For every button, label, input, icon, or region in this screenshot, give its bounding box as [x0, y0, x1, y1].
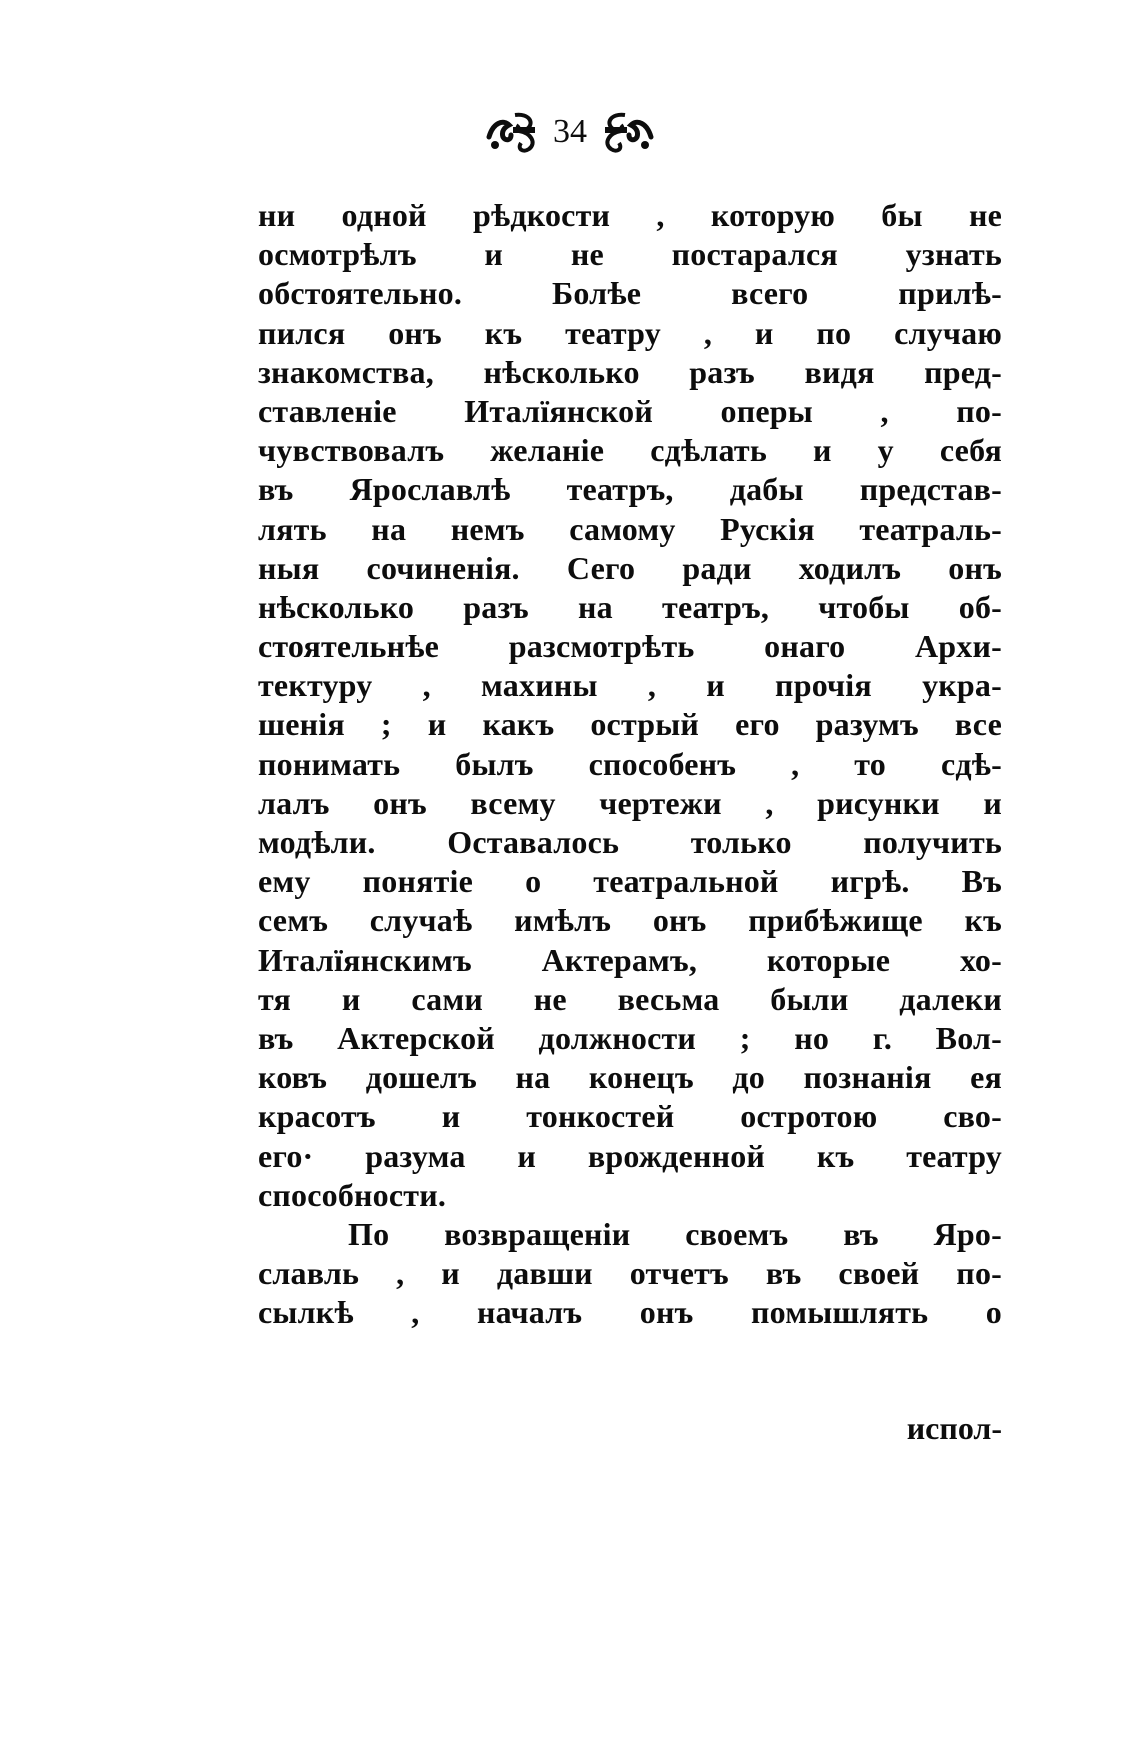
text-line: осмотрѣлъ и не постарался узнать [258, 236, 1002, 273]
text-line: стоятельнѣе разсмотрѣть онаго Архи- [258, 628, 1002, 665]
text-line: ставленіе Италїянской оперы , по- [258, 392, 1002, 429]
page-header [0, 104, 1140, 160]
text-line: нѣсколько разъ на театръ, чтобы об- [258, 588, 1002, 625]
text-line: ему понятіе о театральной игрѣ. Въ [258, 863, 1002, 900]
paragraph-1 [258, 196, 1002, 1215]
fleuron-right-icon [597, 109, 655, 155]
text-line: красотъ и тонкостей остротою сво- [258, 1098, 1002, 1135]
text-line: лалъ онъ всему чертежи , рисунки и [258, 784, 1002, 821]
paragraph-2 [258, 1215, 1002, 1333]
text-line: тектуру , махины , и прочія укра- [258, 667, 1002, 704]
body-text [258, 196, 1002, 1332]
catchword: испол- [906, 1410, 1002, 1446]
page-number: 34 [553, 113, 587, 150]
text-line: шенія ; и какъ острый его разумъ все [258, 706, 1002, 743]
text-line: его· разума и врожденной къ театру [258, 1137, 1002, 1174]
text-line: чувствовалъ желаніе сдѣлать и у себя [258, 432, 1002, 469]
text-line: обстоятельно. Болѣе всего прилѣ- [258, 275, 1002, 312]
text-line: сылкѣ , началъ онъ помышлять о [258, 1294, 1002, 1331]
text-line: въ Актерской должности ; но г. Вол- [258, 1019, 1002, 1056]
text-line: ковъ дошелъ на конецъ до познанія ея [258, 1059, 1002, 1096]
fleuron-left-icon [485, 109, 543, 155]
text-line: ни одной рѣдкости , которую бы не [258, 197, 1002, 233]
text-line: ныя сочиненія. Сего ради ходилъ онъ [258, 549, 1002, 586]
text-line: семъ случаѣ имѣлъ онъ прибѣжище къ [258, 902, 1002, 939]
text-line: лять на немъ самому Рускія театраль- [258, 510, 1002, 547]
text-line: понимать былъ способенъ , то сдѣ- [258, 745, 1002, 782]
text-line: пился онъ къ театру , и по случаю [258, 314, 1002, 351]
text-line: славль , и давши отчетъ въ своей по- [258, 1255, 1002, 1292]
text-line: тя и сами не весьма были далеки [258, 980, 1002, 1017]
text-line: въ Ярославлѣ театръ, дабы представ- [258, 471, 1002, 508]
text-line: способности. [258, 1176, 447, 1213]
text-line: По возвращеніи своемъ въ Яро- [348, 1215, 1002, 1252]
text-line: знакомства, нѣсколько разъ видя пред- [258, 353, 1002, 390]
text-line: Италїянскимъ Актерамъ, которые хо- [258, 941, 1002, 978]
text-line: модѣли. Оставалось только получить [258, 824, 1002, 860]
